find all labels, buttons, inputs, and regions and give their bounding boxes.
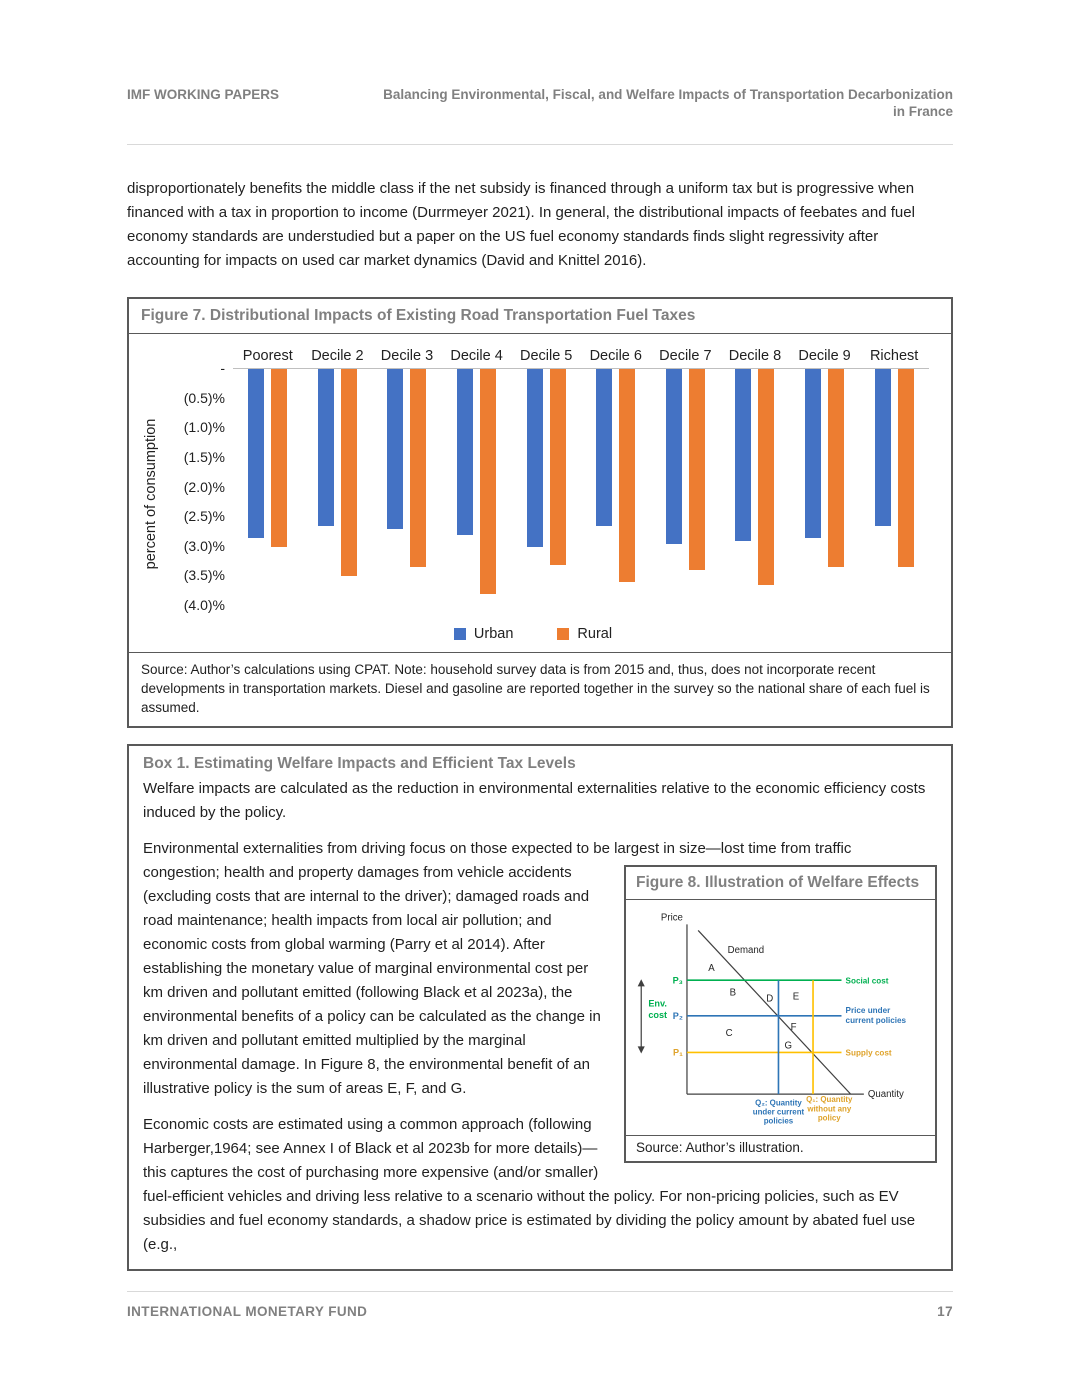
header-series-title: IMF WORKING PAPERS: [127, 87, 280, 102]
y-tick-label: (0.5)%: [183, 389, 225, 406]
bar-urban: [596, 369, 612, 526]
p1-label: P₁: [673, 1047, 683, 1058]
legend-label: Rural: [577, 626, 613, 642]
y-tick-label: (3.5)%: [183, 567, 225, 584]
price-current-label-line2: current policies: [845, 1015, 907, 1025]
figure7-chart: [129, 334, 951, 652]
bar-group: [303, 369, 373, 576]
welfare-diagram-svg: [628, 904, 933, 1130]
figure7-yticks: [165, 360, 233, 620]
y-tick-label: (3.0)%: [183, 537, 225, 554]
y-tick-label: -: [220, 360, 225, 376]
box1-paragraph-3: Economic costs are estimated using a common approach (following Harberger,1964; see Annex I of Black et al 2023b for more details)—this captures the cost of purchasing more expensive (and/or smaller) fuel-efficient vehicles and driving less relative to a scenario without the policy. For non-pricing policies, such as EV subsidies and fuel economy standards, a shadow price is estimated by dividing the policy amount by abated fuel use (e.g.,: [143, 1116, 916, 1253]
bar-rural: [619, 369, 635, 582]
figure7-yaxis-title: [137, 368, 165, 620]
bar-group: [790, 369, 860, 567]
figure8-diagram: [626, 899, 935, 1135]
bar-rural: [898, 369, 914, 567]
legend-swatch: [454, 628, 466, 640]
intro-paragraph: disproportionately benefits the middle class if the net subsidy is financed through a uniform tax but is progressive when financed with a tax in proportion to income (Durrmeyer 2021). In general, the distributional impacts of feebates and fuel economy standards are understudied but a paper on the US fuel economy standards finds slight regressivity after accounting for impacts on used car market dynamics (David and Knittel 2016).: [127, 180, 915, 269]
p3-label: P₃: [672, 975, 683, 986]
y-tick-label: (2.5)%: [183, 508, 225, 525]
category-label: Decile 5: [519, 348, 573, 364]
figure8-title: Figure 8. Illustration of Welfare Effects: [636, 874, 920, 891]
box1: [127, 744, 953, 1271]
category-label: Decile 6: [589, 348, 642, 364]
category-label: Decile 8: [728, 348, 782, 364]
area-a-label: A: [708, 963, 715, 975]
figure7-source: Source: Author’s calculations using CPAT. Note: household survey data is from 2015 and, thus, does not incorporate recent developments in transportation markets. Diesel and gasoline are reported together in the survey so the national share of each fuel is assumed.: [129, 652, 951, 726]
q1-caption-line1: Q₁: Quantity: [806, 1095, 853, 1105]
y-tick-label: (4.0)%: [183, 597, 225, 613]
bar-urban: [875, 369, 891, 526]
social-cost-label: Social cost: [845, 976, 889, 986]
env-cost-arrowhead-up: [638, 979, 645, 986]
q1-caption-line3: policy: [817, 1113, 841, 1123]
bar-rural: [480, 369, 496, 594]
q2-caption-line3: policies: [763, 1116, 794, 1126]
category-label: Decile 7: [659, 348, 712, 364]
box1-paragraph-2: congestion; health and property damages from vehicle accidents (excluding costs that are internal to the driver); damaged roads and road maintenance; health impacts from local air pollution; and economic costs from global warming (Parry et al 2014). After establishing the monetary value of marginal environmental cost per km driven and pollutant emitted (following Black et al 2023a), the environmental benefits of a policy can be calculated as the change in km driven and pollutant emitted multiplied by the marginal environmental damage. In Figure 8, the environmental benefit of an illustrative policy is the sum of areas E, F, and G.: [143, 864, 601, 1097]
footer-org: INTERNATIONAL MONETARY FUND: [127, 1304, 368, 1319]
bar-urban: [318, 369, 334, 526]
figure7-legend: [137, 626, 929, 642]
legend-item: [454, 626, 514, 642]
box1-paragraph-1: Welfare impacts are calculated as the reduction in environmental externalities relative to the economic efficiency costs induced by the policy.: [143, 780, 926, 821]
category-label: Decile 3: [380, 348, 434, 364]
box1-title: Box 1. Estimating Welfare Impacts and Efficient Tax Levels: [143, 755, 576, 772]
figure7-plot: [233, 368, 929, 620]
bar-urban: [735, 369, 751, 541]
bar-group: [511, 369, 581, 565]
bar-urban: [248, 369, 264, 538]
env-cost-arrowhead-down: [638, 1046, 645, 1053]
category-label: Poorest: [242, 348, 293, 364]
category-label: Decile 2: [311, 348, 364, 364]
price-current-label-line1: Price under: [845, 1005, 891, 1015]
p2-label: P₂: [672, 1010, 683, 1021]
bar-group: [581, 369, 651, 582]
bar-group: [859, 369, 929, 567]
bar-group: [233, 369, 303, 547]
figure7-categories: [233, 344, 929, 368]
category-label: Decile 4: [450, 348, 503, 364]
footer-page-number: 17: [937, 1304, 953, 1319]
legend-swatch: [557, 628, 569, 640]
area-e-label: E: [792, 991, 800, 1003]
figure7-title: Figure 7. Distributional Impacts of Existing Road Transportation Fuel Taxes: [129, 299, 951, 334]
figure7-plot-row: [137, 360, 929, 620]
bar-rural: [410, 369, 426, 567]
category-label: Decile 9: [798, 348, 851, 364]
bar-group: [442, 369, 512, 594]
q1-caption-line2: without any: [807, 1104, 852, 1114]
page-footer: [127, 1291, 953, 1319]
q2-caption-line2: under current: [752, 1107, 805, 1117]
bar-rural: [689, 369, 705, 570]
y-tick-label: (2.0)%: [183, 478, 225, 495]
demand-label: Demand: [727, 944, 765, 956]
y-tick-label: (1.5)%: [183, 448, 225, 465]
figure8-box: [624, 865, 937, 1163]
bar-rural: [271, 369, 287, 547]
bar-group: [651, 369, 721, 570]
bar-group: [372, 369, 442, 567]
bar-urban: [387, 369, 403, 529]
bar-rural: [550, 369, 566, 565]
header-divider: [127, 144, 953, 145]
bar-rural: [758, 369, 774, 585]
demand-curve: [698, 930, 850, 1094]
price-axis-label: Price: [660, 912, 683, 924]
box1-paragraph-2-intro: Environmental externalities from driving focus on those expected to be largest in size—lost time from traffic: [143, 840, 852, 857]
bar-urban: [527, 369, 543, 547]
figure8-source: Source: Author’s illustration.: [626, 1135, 935, 1161]
legend-label: Urban: [473, 626, 514, 642]
header-paper-title: [383, 86, 953, 120]
supply-cost-label: Supply cost: [845, 1048, 892, 1058]
bar-urban: [457, 369, 473, 535]
area-b-label: B: [729, 987, 737, 999]
area-c-label: C: [725, 1028, 733, 1040]
category-label: Richest: [869, 348, 919, 364]
area-g-label: G: [784, 1040, 793, 1052]
env-cost-label-line1: Env.: [648, 998, 667, 1009]
bar-rural: [341, 369, 357, 576]
page-header: [127, 0, 953, 120]
legend-item: [557, 626, 612, 642]
env-cost-label-line2: cost: [648, 1009, 668, 1020]
figure7-yaxis-title-text: percent of consumption: [143, 418, 159, 570]
bar-urban: [805, 369, 821, 538]
bar-group: [720, 369, 790, 585]
quantity-axis-label: Quantity: [867, 1089, 904, 1101]
q2-caption-line1: Q₂: Quantity: [755, 1098, 802, 1108]
bar-urban: [666, 369, 682, 544]
y-tick-label: (1.0)%: [183, 419, 225, 436]
area-d-label: D: [766, 993, 774, 1005]
header-paper-title-line1: Balancing Environmental, Fiscal, and Welfare Impacts of Transportation Decarbonization: [383, 87, 953, 102]
figure7-box: [127, 297, 953, 728]
bar-rural: [828, 369, 844, 567]
header-paper-title-line2: in France: [892, 104, 953, 119]
area-f-label: F: [790, 1022, 797, 1034]
